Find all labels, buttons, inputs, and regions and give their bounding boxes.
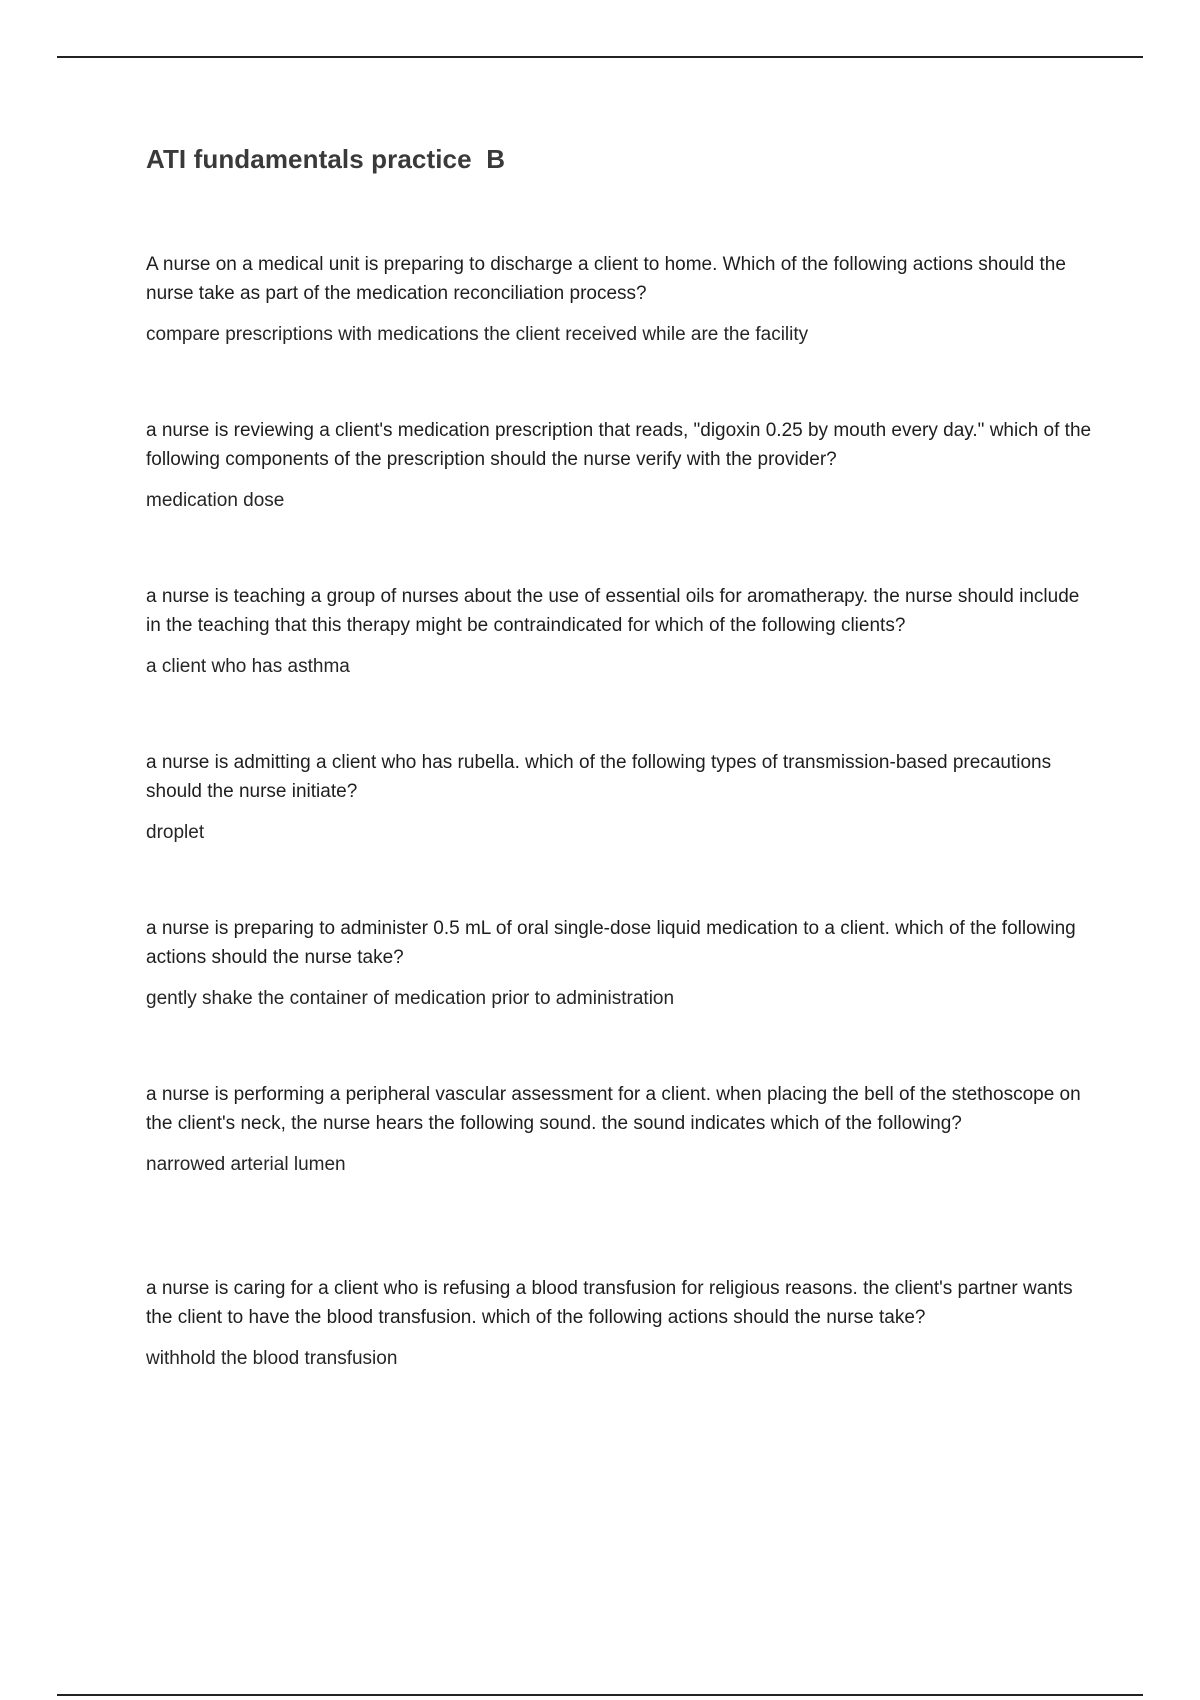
question-text: a nurse is admitting a client who has rubella. which of the following types of transmission-based precautions should the nurse initiate?: [146, 752, 1052, 802]
answer-text: withhold the blood transfusion: [146, 1348, 398, 1369]
answer-text: medication dose: [146, 490, 285, 511]
qa-item-7: [146, 1274, 1096, 1373]
answer-text: gently shake the container of medication prior to administration: [146, 988, 675, 1009]
page-title: ATI fundamentals practice B: [146, 144, 506, 174]
question-text: a nurse is preparing to administer 0.5 mL of oral single-dose liquid medication to a client. which of the following actions should the nurse take?: [146, 918, 1076, 968]
qa-item-3: [146, 582, 1096, 681]
qa-item-1: [146, 250, 1096, 349]
answer-text: narrowed arterial lumen: [146, 1154, 346, 1175]
answer-text: compare prescriptions with medications the client received while are the facility: [146, 324, 809, 345]
question-text: A nurse on a medical unit is preparing to discharge a client to home. Which of the following actions should the nurse take as part of the medication reconciliation process?: [146, 254, 1066, 304]
answer-text: droplet: [146, 822, 205, 843]
top-rule: [57, 56, 1143, 58]
bottom-rule: [57, 1694, 1143, 1696]
qa-item-2: [146, 416, 1096, 515]
qa-item-4: [146, 748, 1096, 847]
answer-text: a client who has asthma: [146, 656, 350, 677]
question-text: a nurse is caring for a client who is refusing a blood transfusion for religious reasons. the client's partner wants the client to have the blood transfusion. which of the following actions should the nurse take?: [146, 1278, 1073, 1328]
question-text: a nurse is performing a peripheral vascular assessment for a client. when placing the bell of the stethoscope on the client's neck, the nurse hears the following sound. the sound indicates which of the following?: [146, 1084, 1081, 1134]
qa-item-6: [146, 1080, 1096, 1179]
qa-item-5: [146, 914, 1096, 1013]
question-text: a nurse is teaching a group of nurses about the use of essential oils for aromatherapy. the nurse should include in the teaching that this therapy might be contraindicated for which of the following clients?: [146, 586, 1080, 636]
question-text: a nurse is reviewing a client's medication prescription that reads, "digoxin 0.25 by mouth every day." which of the following components of the prescription should the nurse verify with the provider?: [146, 420, 1092, 470]
